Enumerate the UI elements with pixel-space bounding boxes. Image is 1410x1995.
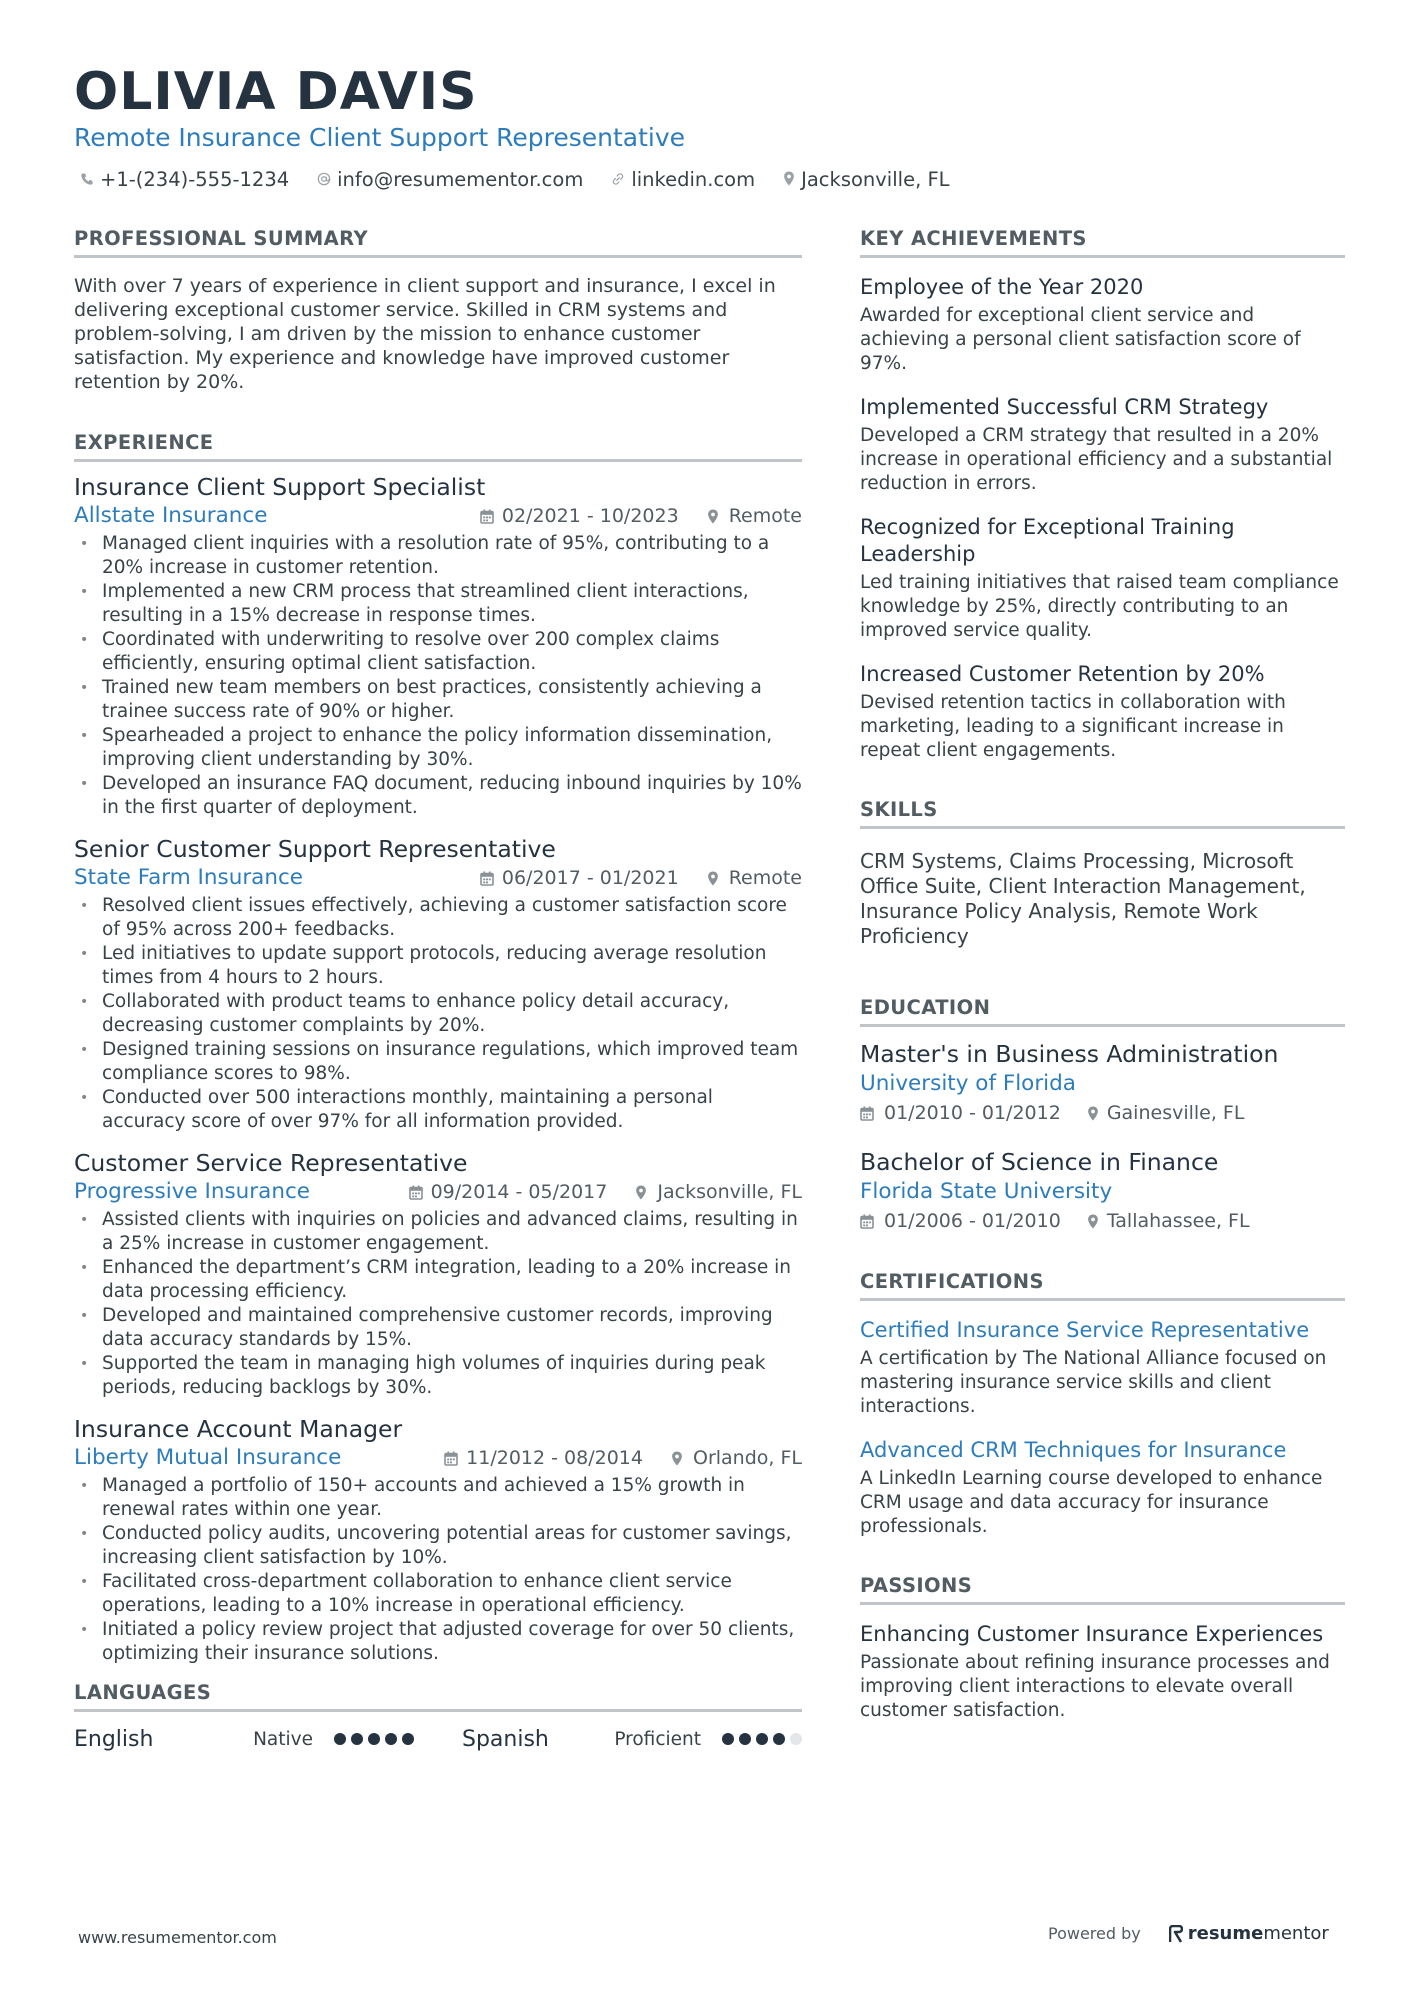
achievement-desc: Devised retention tactics in collaboration with marketing, leading to a significant increase in repeat client engagements. xyxy=(860,692,1286,761)
job-location-text: Remote xyxy=(728,867,802,889)
bullet-item: • Spearheaded a project to enhance the policy information dissemination, improving client understanding by 30%. xyxy=(74,724,802,772)
calendar-icon xyxy=(480,509,494,524)
brand-mark-icon xyxy=(1169,1925,1183,1943)
bullet-item: • Implemented a new CRM process that streamlined client interactions, resulting in a 15% decrease in response times. xyxy=(74,580,802,628)
job-meta-row xyxy=(74,864,802,892)
bullet-item: • Led initiatives to update support protocols, reducing average resolution times from 4 hours to 2 hours. xyxy=(74,942,802,990)
achievement-title: Recognized for Exceptional Training Leadership xyxy=(860,515,1235,566)
achievement-item xyxy=(860,661,1345,763)
language-level-text: Native xyxy=(253,1728,313,1750)
language-level xyxy=(253,1729,414,1750)
contact-location xyxy=(783,168,949,191)
education-meta xyxy=(860,1207,1345,1235)
degree-name: Bachelor of Science in Finance xyxy=(860,1148,1219,1176)
location-text: Jacksonville, FL xyxy=(801,168,950,191)
bullet-item: • Trained new team members on best practices, consistently achieving a trainee success rate of 90% or higher. xyxy=(74,676,802,724)
bullet-item: • Facilitated cross-department collaboration to enhance client service operations, leading to a 10% increase in operational efficiency. xyxy=(74,1570,802,1618)
section-title: PROFESSIONAL SUMMARY xyxy=(74,226,802,258)
summary-text: With over 7 years of experience in client support and insurance, I excel in delivering exceptional customer service. Skilled in CRM systems and problem-solving, I am driven by the mission to enhance customer satisfaction. My experience and knowledge have improved customer retention by 20%. xyxy=(74,275,776,393)
map-pin-icon xyxy=(707,871,719,886)
certification-title[interactable]: Advanced CRM Techniques for Insurance xyxy=(860,1438,1287,1462)
rating-dot xyxy=(722,1733,734,1745)
job-location xyxy=(707,864,802,892)
job-meta-row xyxy=(74,1444,802,1472)
job-dates: 06/2017 - 01/2021 xyxy=(501,867,679,889)
link-icon xyxy=(611,168,631,191)
contact-linkedin[interactable] xyxy=(611,168,755,191)
job-location xyxy=(707,502,802,530)
language-list xyxy=(74,1722,802,1756)
passion-list xyxy=(860,1621,1345,1723)
education-location-text: Gainesville, FL xyxy=(1106,1102,1245,1124)
map-pin-icon xyxy=(783,168,801,191)
calendar-icon xyxy=(409,1185,423,1200)
job-bullets xyxy=(74,1208,802,1400)
job-dates: 11/2012 - 08/2014 xyxy=(466,1447,643,1469)
right-column xyxy=(860,226,1345,1741)
bullet-item: • Managed client inquiries with a resolution rate of 95%, contributing to a 20% increase in customer retention. xyxy=(74,532,802,580)
language-name: Spanish xyxy=(462,1726,549,1752)
section-title: CERTIFICATIONS xyxy=(860,1269,1345,1301)
job-meta xyxy=(480,864,802,892)
bullet-item: • Conducted policy audits, uncovering potential areas for customer savings, increasing client satisfaction by 10%. xyxy=(74,1522,802,1570)
company-name[interactable]: State Farm Insurance xyxy=(74,865,304,890)
job-meta-row xyxy=(74,502,802,530)
rating-dot xyxy=(385,1733,397,1745)
bullet-item: • Coordinated with underwriting to resolve over 200 complex claims efficiently, ensuring optimal client satisfaction. xyxy=(74,628,802,676)
achievement-desc: Awarded for exceptional client service and achieving a personal client satisfaction score of 97%. xyxy=(860,305,1301,374)
map-pin-icon xyxy=(707,509,719,524)
education-section xyxy=(860,995,1345,1235)
achievement-list xyxy=(860,274,1345,763)
calendar-icon xyxy=(444,1451,458,1466)
job-location xyxy=(635,1178,802,1206)
bullet-item: • Collaborated with product teams to enhance policy detail accuracy, decreasing customer complaints by 20%. xyxy=(74,990,802,1038)
linkedin-text[interactable]: linkedin.com xyxy=(631,168,756,191)
section-title: SKILLS xyxy=(860,797,1345,829)
brand-bold-text: resume xyxy=(1187,1923,1264,1944)
passion-desc: Passionate about refining insurance processes and improving client interactions to elevate overall customer satisfaction. xyxy=(860,1652,1330,1721)
job-entry xyxy=(74,834,802,1134)
section-title: EXPERIENCE xyxy=(74,430,802,462)
job-entry xyxy=(74,1148,802,1400)
brand-logo[interactable] xyxy=(1169,1923,1329,1944)
map-pin-icon xyxy=(1087,1106,1099,1121)
certification-title[interactable]: Certified Insurance Service Representative xyxy=(860,1318,1310,1342)
experience-section xyxy=(74,430,802,1666)
language-level xyxy=(614,1729,802,1750)
certifications-section xyxy=(860,1269,1345,1539)
map-pin-icon xyxy=(1087,1214,1099,1229)
rating-dot xyxy=(756,1733,768,1745)
bullet-item: • Assisted clients with inquiries on policies and advanced claims, resulting in a 25% increase in customer engagement. xyxy=(74,1208,802,1256)
job-title: Insurance Account Manager xyxy=(74,1415,403,1443)
section-title: LANGUAGES xyxy=(74,1680,802,1712)
certification-item xyxy=(860,1437,1345,1539)
footer-website[interactable]: www.resumementor.com xyxy=(78,1928,277,1947)
job-meta xyxy=(480,502,802,530)
certification-item xyxy=(860,1317,1345,1419)
achievement-desc: Developed a CRM strategy that resulted in a 20% increase in operational efficiency and a substantial reduction in errors. xyxy=(860,425,1333,494)
skills-text: CRM Systems, Claims Processing, Microsoft Office Suite, Client Interaction Management, Insurance Policy Analysis, Remote Work Proficiency xyxy=(860,849,1306,948)
achievement-item xyxy=(860,514,1345,643)
achievement-title: Increased Customer Retention by 20% xyxy=(860,662,1265,686)
job-meta xyxy=(444,1444,802,1472)
job-meta xyxy=(409,1178,802,1206)
calendar-icon xyxy=(860,1214,874,1229)
degree-name: Master's in Business Administration xyxy=(860,1040,1279,1068)
language-item xyxy=(462,1727,802,1752)
job-location-text: Orlando, FL xyxy=(692,1447,802,1469)
calendar-icon xyxy=(860,1106,874,1121)
education-item xyxy=(860,1147,1345,1235)
company-name[interactable]: Liberty Mutual Insurance xyxy=(74,1445,342,1470)
calendar-icon xyxy=(480,871,494,886)
language-rating xyxy=(329,1733,414,1745)
education-location xyxy=(1087,1099,1245,1127)
achievement-desc: Led training initiatives that raised team compliance knowledge by 25%, directly contributing to an improved service quality. xyxy=(860,572,1339,641)
job-location-text: Remote xyxy=(728,505,802,527)
phone-icon xyxy=(80,168,100,191)
job-entry xyxy=(74,472,802,820)
job-title: Customer Service Representative xyxy=(74,1149,468,1177)
candidate-title: Remote Insurance Client Support Representative xyxy=(74,123,686,152)
bullet-item: • Managed a portfolio of 150+ accounts and achieved a 15% growth in renewal rates within one year. xyxy=(74,1474,802,1522)
school-name[interactable]: Florida State University xyxy=(860,1179,1113,1204)
bullet-item: • Initiated a policy review project that adjusted coverage for over 50 clients, optimizing their insurance solutions. xyxy=(74,1618,802,1666)
brand-light-text: mentor xyxy=(1263,1923,1329,1944)
education-dates: 01/2010 - 01/2012 xyxy=(884,1102,1061,1124)
section-title: EDUCATION xyxy=(860,995,1345,1027)
bullet-item: • Resolved client issues effectively, achieving a customer satisfaction score of 95% across 200+ feedbacks. xyxy=(74,894,802,942)
language-name: English xyxy=(74,1726,154,1752)
job-location-text: Jacksonville, FL xyxy=(657,1181,802,1203)
section-title: KEY ACHIEVEMENTS xyxy=(860,226,1345,258)
contact-phone xyxy=(80,168,289,191)
bullet-item: • Designed training sessions on insurance regulations, which improved team compliance scores to 98%. xyxy=(74,1038,802,1086)
bullet-item: • Developed an insurance FAQ document, reducing inbound inquiries by 10% in the first quarter of deployment. xyxy=(74,772,802,820)
passion-item xyxy=(860,1621,1345,1723)
job-dates: 09/2014 - 05/2017 xyxy=(430,1181,608,1203)
job-bullets xyxy=(74,532,802,820)
achievement-title: Employee of the Year 2020 xyxy=(860,275,1144,299)
company-name[interactable]: Progressive Insurance xyxy=(74,1179,310,1204)
bullet-item: • Supported the team in managing high volumes of inquiries during peak periods, reducing backlogs by 30%. xyxy=(74,1352,802,1400)
job-dates: 02/2021 - 10/2023 xyxy=(501,505,679,527)
education-location xyxy=(1087,1207,1250,1235)
email-text[interactable]: info@resumementor.com xyxy=(337,168,584,191)
footer-brand xyxy=(1048,1923,1329,1944)
certification-desc: A certification by The National Alliance focused on mastering insurance service skills and client interactions. xyxy=(860,1348,1327,1417)
passions-section xyxy=(860,1573,1345,1723)
contact-email[interactable] xyxy=(317,168,583,191)
section-title: PASSIONS xyxy=(860,1573,1345,1605)
certification-desc: A LinkedIn Learning course developed to enhance CRM usage and data accuracy for insurance professionals. xyxy=(860,1468,1323,1537)
achievement-item xyxy=(860,394,1345,496)
languages-section xyxy=(74,1680,802,1756)
company-name[interactable]: Allstate Insurance xyxy=(74,503,268,528)
at-icon xyxy=(317,168,337,191)
job-meta-row xyxy=(74,1178,802,1206)
map-pin-icon xyxy=(635,1185,647,1200)
education-item xyxy=(860,1039,1345,1127)
bullet-item: • Developed and maintained comprehensive customer records, improving data accuracy standards by 15%. xyxy=(74,1304,802,1352)
rating-dot xyxy=(351,1733,363,1745)
language-item xyxy=(74,1727,414,1752)
rating-dot xyxy=(739,1733,751,1745)
rating-dot xyxy=(402,1733,414,1745)
job-title: Senior Customer Support Representative xyxy=(74,835,556,863)
candidate-name: OLIVIA DAVIS xyxy=(74,62,478,122)
job-title: Insurance Client Support Specialist xyxy=(74,473,486,501)
language-rating xyxy=(717,1733,802,1745)
rating-dot xyxy=(773,1733,785,1745)
rating-dot xyxy=(368,1733,380,1745)
education-dates: 01/2006 - 01/2010 xyxy=(884,1210,1061,1232)
map-pin-icon xyxy=(671,1451,683,1466)
job-bullets xyxy=(74,1474,802,1666)
education-meta xyxy=(860,1099,1345,1127)
achievements-section xyxy=(860,226,1345,763)
job-entry xyxy=(74,1414,802,1666)
school-name[interactable]: University of Florida xyxy=(860,1071,1076,1096)
education-list xyxy=(860,1039,1345,1235)
job-list xyxy=(74,472,802,1666)
education-location-text: Tallahassee, FL xyxy=(1106,1210,1250,1232)
job-bullets xyxy=(74,894,802,1134)
passion-title: Enhancing Customer Insurance Experiences xyxy=(860,1622,1324,1646)
achievement-title: Implemented Successful CRM Strategy xyxy=(860,395,1269,419)
achievement-item xyxy=(860,274,1345,376)
skills-section xyxy=(860,797,1345,949)
bullet-item: • Enhanced the department’s CRM integration, leading to a 20% increase in data processing efficiency. xyxy=(74,1256,802,1304)
certification-list xyxy=(860,1317,1345,1539)
summary-section xyxy=(74,226,802,394)
powered-by-text: Powered by xyxy=(1048,1924,1141,1943)
bullet-item: • Conducted over 500 interactions monthly, maintaining a personal accuracy score of over 97% for all information provided. xyxy=(74,1086,802,1134)
rating-dot xyxy=(790,1733,802,1745)
contact-bar xyxy=(80,168,978,191)
language-level-text: Proficient xyxy=(614,1728,701,1750)
job-location xyxy=(671,1444,802,1472)
rating-dot xyxy=(334,1733,346,1745)
left-column xyxy=(74,226,802,1756)
phone-text: +1-(234)-555-1234 xyxy=(100,168,290,191)
